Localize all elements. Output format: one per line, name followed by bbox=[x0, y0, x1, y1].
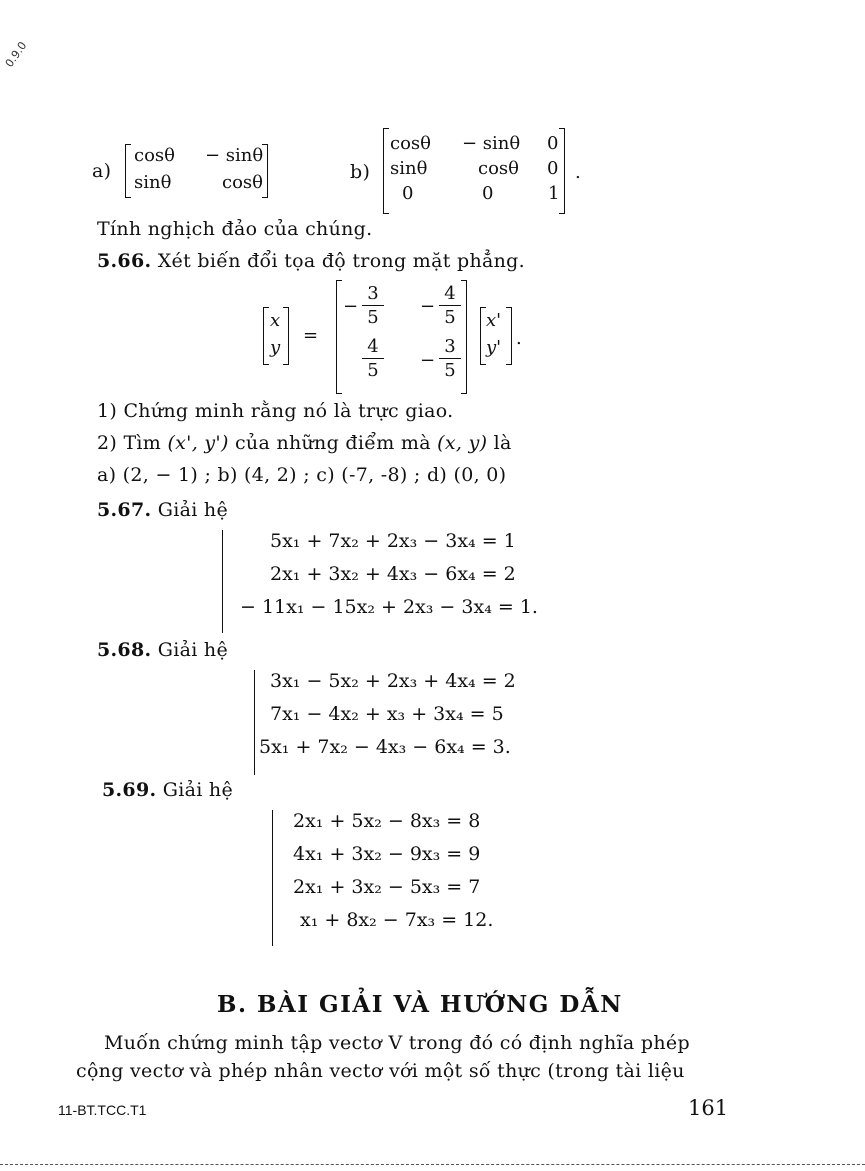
exercise-text: Xét biến đổi tọa độ trong mặt phẳng. bbox=[157, 250, 525, 272]
page-number: 161 bbox=[688, 1096, 729, 1120]
footer-code: 11-BT.TCC.T1 bbox=[58, 1102, 147, 1118]
m11-sign: − bbox=[343, 296, 359, 317]
equation-row: 5x₁ + 7x₂ − 4x₃ − 6x₄ = 3. bbox=[259, 736, 511, 758]
exercise-text: Giải hệ bbox=[162, 779, 234, 801]
body-line-2: cộng vectơ và phép nhân vectơ với một số thực (trong tài liệu bbox=[76, 1060, 685, 1082]
equation-row: 7x₁ − 4x₂ + x₃ + 3x₄ = 5 bbox=[270, 703, 504, 725]
matrix-b-cell: cosθ bbox=[478, 158, 519, 179]
m12-fraction: $\frac{4}{5}$ bbox=[439, 283, 461, 330]
exercise-text: Giải hệ bbox=[157, 499, 229, 521]
matrix-b-cell: 0 bbox=[547, 133, 559, 154]
bottom-rule bbox=[0, 1164, 865, 1165]
m22-sign: − bbox=[420, 350, 436, 371]
body-line-1: Muốn chứng minh tập vectơ V trong đó có định nghĩa phép bbox=[104, 1032, 690, 1054]
equation-row: 2x₁ + 3x₂ + 4x₃ − 6x₄ = 2 bbox=[270, 563, 516, 585]
exercise-text: Giải hệ bbox=[157, 639, 229, 661]
equation-row: 5x₁ + 7x₂ + 2x₃ − 3x₄ = 1 bbox=[270, 530, 516, 552]
lhs-y: y bbox=[270, 337, 281, 358]
matrix-a-cell: − sinθ bbox=[205, 145, 264, 166]
rhs-x: x' bbox=[486, 310, 502, 331]
matrix-b-trailing: . bbox=[575, 162, 581, 183]
instruction-inverse: Tính nghịch đảo của chúng. bbox=[97, 218, 373, 240]
label-a: a) bbox=[92, 160, 112, 182]
matrix-b-cell: 1 bbox=[548, 183, 560, 204]
matrix-a-cell: sinθ bbox=[134, 172, 172, 193]
label-b: b) bbox=[350, 161, 371, 183]
exercise-number: 5.67. bbox=[97, 499, 152, 521]
equation-row: − 11x₁ − 15x₂ + 2x₃ − 3x₄ = 1. bbox=[240, 596, 538, 618]
matrix-b-cell: 0 bbox=[547, 158, 559, 179]
equals-sign: = bbox=[303, 325, 319, 346]
exercise-number: 5.69. bbox=[102, 779, 157, 801]
exercise-5-69 bbox=[102, 779, 233, 801]
m21-fraction: $\frac{4}{5}$ bbox=[362, 336, 384, 383]
matrix-a-cell: cosθ bbox=[134, 145, 175, 166]
transform-trailing: . bbox=[516, 328, 522, 349]
matrix-b-cell: cosθ bbox=[390, 133, 431, 154]
m11-fraction: $\frac{3}{5}$ bbox=[362, 283, 384, 330]
item-orthogonal: 1) Chứng minh rằng nó là trực giao. bbox=[97, 400, 454, 422]
matrix-a-cell: cosθ bbox=[222, 172, 263, 193]
m22-fraction: $\frac{3}{5}$ bbox=[439, 336, 461, 383]
exercise-5-67 bbox=[97, 499, 228, 521]
equation-row: x₁ + 8x₂ − 7x₃ = 12. bbox=[300, 909, 494, 931]
lhs-x: x bbox=[270, 310, 281, 331]
matrix-b-cell: 0 bbox=[402, 183, 414, 204]
exercise-number: 5.66. bbox=[97, 250, 152, 272]
exercise-5-68 bbox=[97, 639, 228, 661]
matrix-b-cell: sinθ bbox=[390, 158, 428, 179]
exercise-5-66 bbox=[97, 250, 525, 272]
item-find-points: 2) Tìm (x', y') của những điểm mà (x, y) là bbox=[97, 432, 512, 454]
section-title: B. BÀI GIẢI VÀ HƯỚNG DẪN bbox=[217, 991, 623, 1018]
equation-row: 3x₁ − 5x₂ + 2x₃ + 4x₄ = 2 bbox=[270, 670, 516, 692]
equation-row: 4x₁ + 3x₂ − 9x₃ = 9 bbox=[293, 843, 481, 865]
corner-mark: 0.9.0 bbox=[2, 39, 30, 70]
equation-row: 2x₁ + 3x₂ − 5x₃ = 7 bbox=[293, 876, 481, 898]
matrix-b-cell: − sinθ bbox=[462, 133, 521, 154]
equation-row: 2x₁ + 5x₂ − 8x₃ = 8 bbox=[293, 810, 481, 832]
matrix-b-cell: 0 bbox=[482, 183, 494, 204]
rhs-y: y' bbox=[486, 337, 502, 358]
exercise-number: 5.68. bbox=[97, 639, 152, 661]
m12-sign: − bbox=[420, 296, 436, 317]
points-list: a) (2, − 1) ; b) (4, 2) ; c) (-7, -8) ; d) (0, 0) bbox=[97, 464, 507, 486]
